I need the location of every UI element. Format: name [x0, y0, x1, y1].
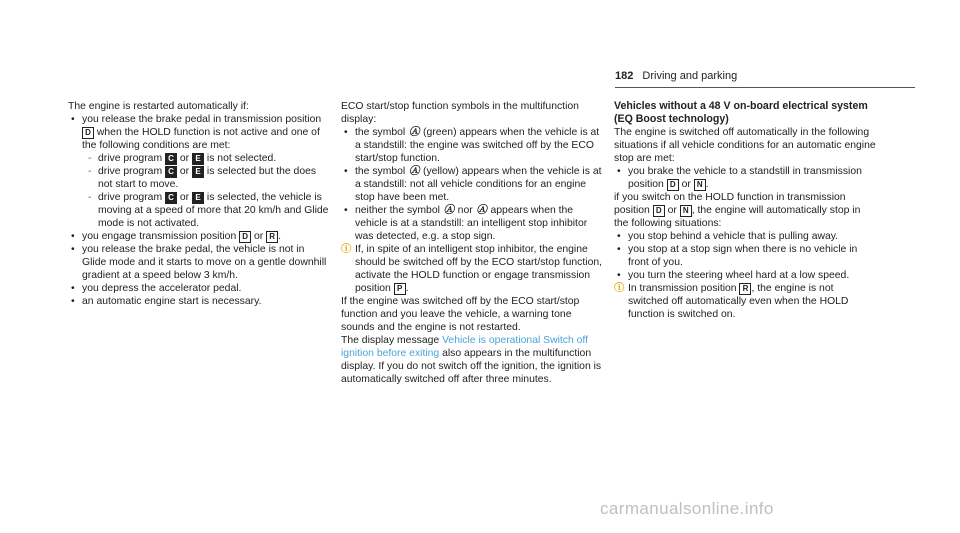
- display-message-paragraph: The display message Vehicle is operational Switch off ignition before exiting also appears in the multifunction display. If you do not switch off the ignition, the ignition is automatically switched off after three minutes.: [341, 335, 602, 385]
- section-heading: Vehicles without a 48 V on-board electrical system (EQ Boost technology): [614, 100, 868, 125]
- gear-p-key: P: [394, 283, 406, 295]
- list-item: • neither the symbol Ⓐ nor Ⓐ appears when the vehicle is at a standstill: an intelligent stop inhibitor was detected, e.g. a stop sign.: [341, 204, 603, 243]
- gear-n-key: N: [694, 179, 706, 191]
- list-item: • you depress the accelerator pedal.: [68, 282, 330, 295]
- list-item: • you turn the steering wheel hard at a low speed.: [614, 269, 876, 282]
- list-item: • you brake the vehicle to a standstill in transmission position D or N .: [614, 165, 876, 191]
- display-message: Vehicle is operational Switch off ignition before exiting: [341, 335, 589, 359]
- sub-item: - drive program C or E is not selected.: [68, 152, 330, 165]
- symbols-intro: ECO start/stop function symbols in the multifunction display:: [341, 101, 579, 125]
- program-e-key: E: [192, 166, 204, 178]
- program-c-key: C: [165, 166, 177, 178]
- list-item: • you release the brake pedal, the vehicle is not in Glide mode and it starts to move on a gentle downhill gradient at a speed below 3 km/h.: [68, 243, 330, 282]
- gear-d-key: D: [667, 179, 679, 191]
- program-c-key: C: [165, 192, 177, 204]
- list-item: • you stop at a stop sign when there is no vehicle in front of you.: [614, 243, 876, 269]
- eco-green-icon: Ⓐ: [443, 205, 454, 216]
- hold-paragraph: if you switch on the HOLD function in transmission position D or N , the engine will automatically stop in the following situations:: [614, 192, 861, 229]
- sub-item: - drive program C or E is selected but the does not start to move.: [68, 165, 330, 191]
- info-icon: ⓘ: [341, 244, 352, 255]
- gear-r-key: R: [266, 231, 278, 243]
- gear-d-key: D: [239, 231, 251, 243]
- list-item: • you engage transmission position D or R .: [68, 230, 330, 243]
- gear-d-key: D: [82, 127, 94, 139]
- note: ⓘ In transmission position R , the engine is not switched off automatically even when the HOLD function is switched on.: [614, 283, 849, 320]
- header-rule: [615, 87, 915, 88]
- gear-n-key: N: [680, 205, 692, 217]
- eco-green-icon: Ⓐ: [408, 127, 420, 138]
- list-item: • the symbol Ⓐ (green) appears when the vehicle is at a standstill: the engine was switched off by the ECO start/stop function.: [341, 126, 603, 165]
- page-header: [615, 70, 737, 83]
- section-title: Driving and parking: [642, 70, 738, 82]
- watermark: carmanualsonline.info: [600, 499, 774, 518]
- program-c-key: C: [165, 153, 177, 165]
- program-e-key: E: [192, 192, 204, 204]
- list-item: • you stop behind a vehicle that is pulling away.: [614, 230, 876, 243]
- gear-d-key: D: [653, 205, 665, 217]
- restart-intro: The engine is restarted automatically if:: [68, 101, 249, 112]
- stop-intro: The engine is switched off automatically in the following situations if all vehicle conditions for an automatic engine stop are met:: [614, 127, 876, 164]
- column-1: [68, 100, 330, 308]
- column-3: [614, 100, 876, 321]
- column-2: [341, 100, 603, 386]
- list-item: • you release the brake pedal in transmission position D when the HOLD function is not active and one of the following conditions are met:: [68, 113, 330, 152]
- program-e-key: E: [192, 153, 204, 165]
- info-icon: ⓘ: [614, 283, 625, 294]
- gear-r-key: R: [739, 283, 751, 295]
- eco-yellow-icon: Ⓐ: [408, 166, 420, 177]
- warning-paragraph: If the engine was switched off by the ECO start/stop function and you leave the vehicle, a warning tone sounds and the engine is not restarted.: [341, 296, 580, 333]
- list-item: • an automatic engine start is necessary.: [68, 295, 330, 308]
- note: ⓘ If, in spite of an intelligent stop inhibitor, the engine should be switched off by the ECO start/stop function, activate the HOLD function or engage transmission position P .: [341, 244, 603, 294]
- page-number: 182: [615, 70, 634, 82]
- sub-item: - drive program C or E is selected, the vehicle is moving at a speed of more that 20 km/h and Glide mode is not activated.: [68, 191, 330, 230]
- list-item: • the symbol Ⓐ (yellow) appears when the vehicle is at a standstill: not all vehicle conditions for an engine stop have been met.: [341, 165, 603, 204]
- eco-yellow-icon: Ⓐ: [476, 205, 487, 216]
